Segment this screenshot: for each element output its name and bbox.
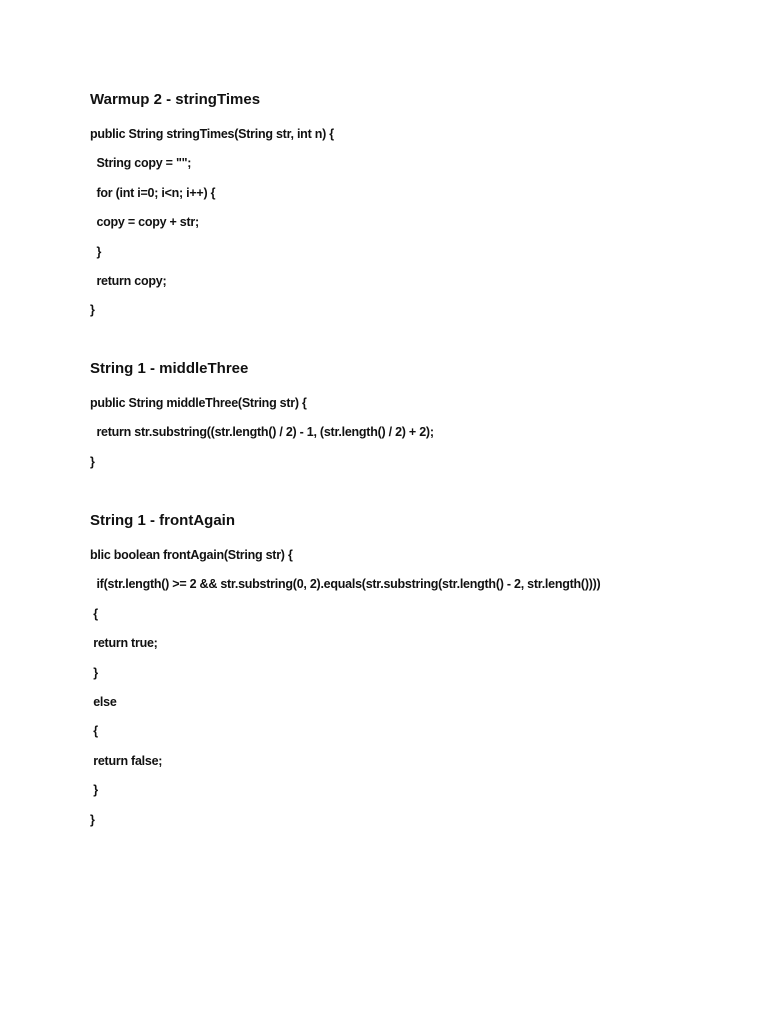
code-line: blic boolean frontAgain(String str) {	[90, 548, 293, 562]
section-heading: String 1 - middleThree	[90, 360, 249, 377]
code-block	[90, 120, 730, 326]
code-line: {	[90, 606, 98, 621]
section-heading: Warmup 2 - stringTimes	[90, 91, 261, 108]
code-line: }	[90, 244, 102, 259]
code-line: return str.substring((str.length() / 2) - 1, (str.length() / 2) + 2);	[90, 425, 434, 440]
code-line: }	[90, 454, 95, 469]
code-line: return true;	[90, 636, 158, 651]
code-block	[90, 389, 730, 477]
code-line: else	[90, 694, 117, 709]
code-line: {	[90, 724, 98, 739]
section-heading: String 1 - frontAgain	[90, 512, 235, 529]
code-line: return false;	[90, 753, 163, 768]
code-line: for (int i=0; i<n; i++) {	[90, 185, 216, 200]
code-line: }	[90, 812, 95, 827]
code-line: copy = copy + str;	[90, 215, 199, 230]
code-line: }	[90, 303, 95, 318]
section-warmup-2-stringtimes	[90, 91, 730, 326]
code-line: String copy = "";	[90, 156, 192, 171]
code-line: if(str.length() >= 2 && str.substring(0, 2).equals(str.substring(str.length() - 2, str.length())))	[90, 577, 601, 592]
code-line: public String stringTimes(String str, int n) {	[90, 127, 334, 141]
code-line: return copy;	[90, 273, 167, 288]
code-line: }	[90, 665, 98, 680]
code-block	[90, 541, 730, 835]
section-string-1-frontagain	[90, 512, 730, 835]
code-line: public String middleThree(String str) {	[90, 396, 307, 410]
code-line: }	[90, 783, 98, 798]
section-string-1-middlethree	[90, 360, 730, 477]
